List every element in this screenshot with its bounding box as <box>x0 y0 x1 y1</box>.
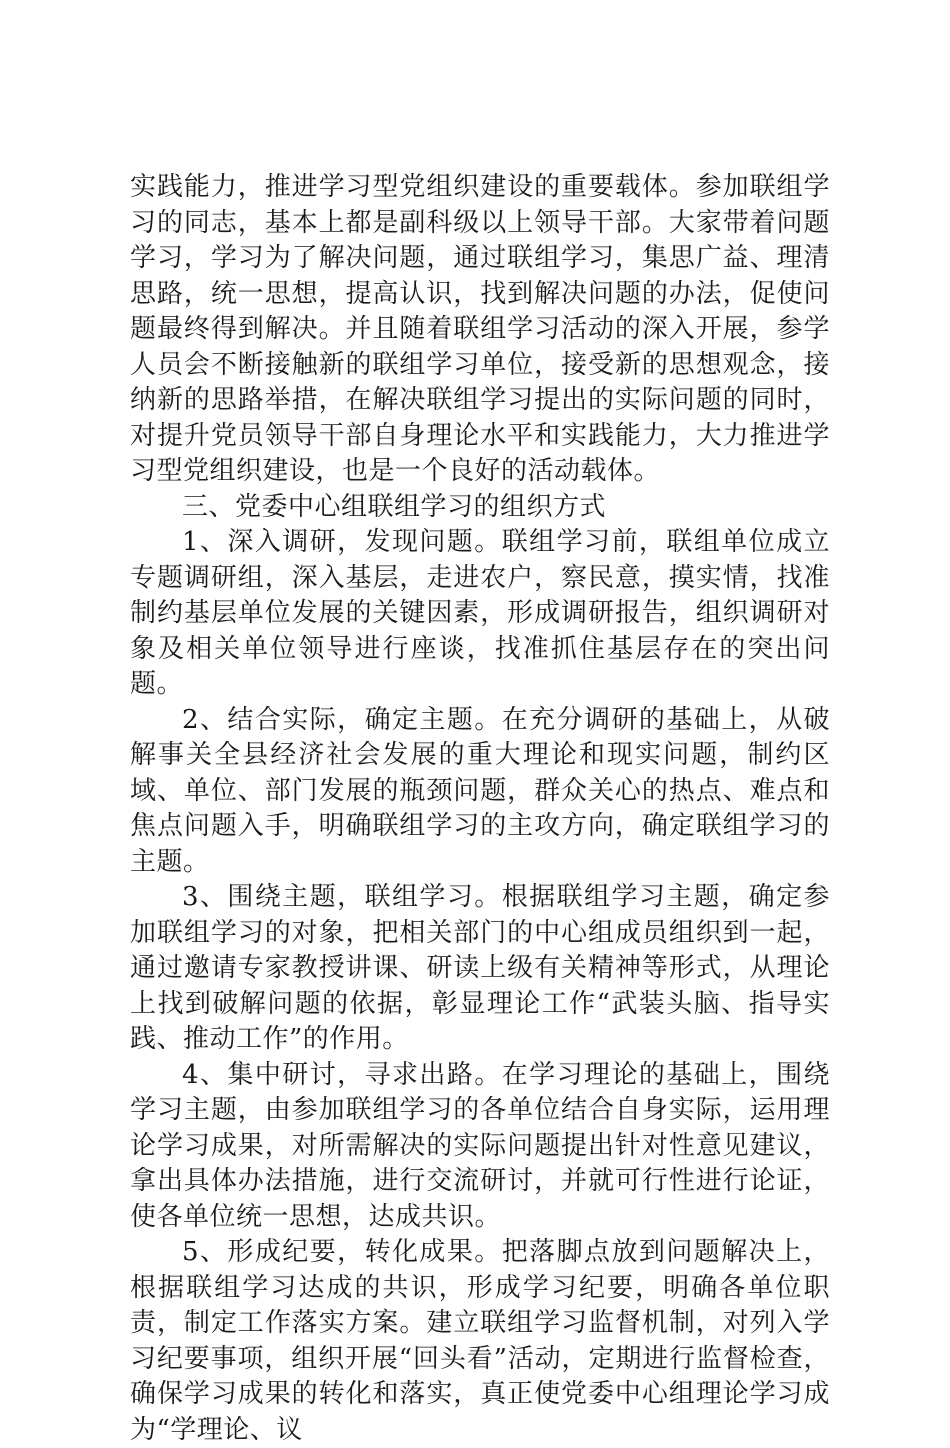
paragraph-continuation: 实践能力，推进学习型党组织建设的重要载体。参加联组学习的同志，基本上都是副科级以上领导干部。大家带着问题学习，学习为了解决问题，通过联组学习，集思广益、理清思路，统一思想，提高认识，找到解决问题的办法，促使问题最终得到解决。并且随着联组学习活动的深入开展，参学人员会不断接触新的联组学习单位，接受新的思想观念，接纳新的思路举措，在解决联组学习提出的实际问题的同时，对提升党员领导干部自身理论水平和实践能力，大力推进学习型党组织建设，也是一个良好的活动载体。 <box>130 172 830 486</box>
paragraph-item-2: 2、结合实际，确定主题。在充分调研的基础上，从破解事关全县经济社会发展的重大理论和现实问题，制约区域、单位、部门发展的瓶颈问题，群众关心的热点、难点和焦点问题入手，明确联组学习的主攻方向，确定联组学习的主题。 <box>130 704 830 877</box>
paragraph-item-4: 4、集中研讨，寻求出路。在学习理论的基础上，围绕学习主题，由参加联组学习的各单位结合自身实际，运用理论学习成果，对所需解决的实际问题提出针对性意见建议，拿出具体办法措施，进行交流研讨，并就可行性进行论证，使各单位统一思想，达成共识。 <box>130 1059 830 1232</box>
section-heading: 三、党委中心组联组学习的组织方式 <box>182 491 607 522</box>
document-body <box>130 170 830 1448</box>
paragraph-item-5: 5、形成纪要，转化成果。把落脚点放到问题解决上，根据联组学习达成的共识，形成学习纪要，明确各单位职责，制定工作落实方案。建立联组学习监督机制，对列入学习纪要事项，组织开展“回头看”活动，定期进行监督检查，确保学习成果的转化和落实，真正使党委中心组理论学习成为“学理论、议 <box>130 1237 830 1445</box>
paragraph-item-1: 1、深入调研，发现问题。联组学习前，联组单位成立专题调研组，深入基层，走进农户，察民意，摸实情，找准制约基层单位发展的关键因素，形成调研报告，组织调研对象及相关单位领导进行座谈，找准抓住基层存在的突出问题。 <box>130 527 830 699</box>
paragraph-item-3: 3、围绕主题，联组学习。根据联组学习主题，确定参加联组学习的对象，把相关部门的中心组成员组织到一起，通过邀请专家教授讲课、研读上级有关精神等形式，从理论上找到破解问题的依据，彰显理论工作“武装头脑、指导实践、推动工作”的作用。 <box>130 882 830 1054</box>
